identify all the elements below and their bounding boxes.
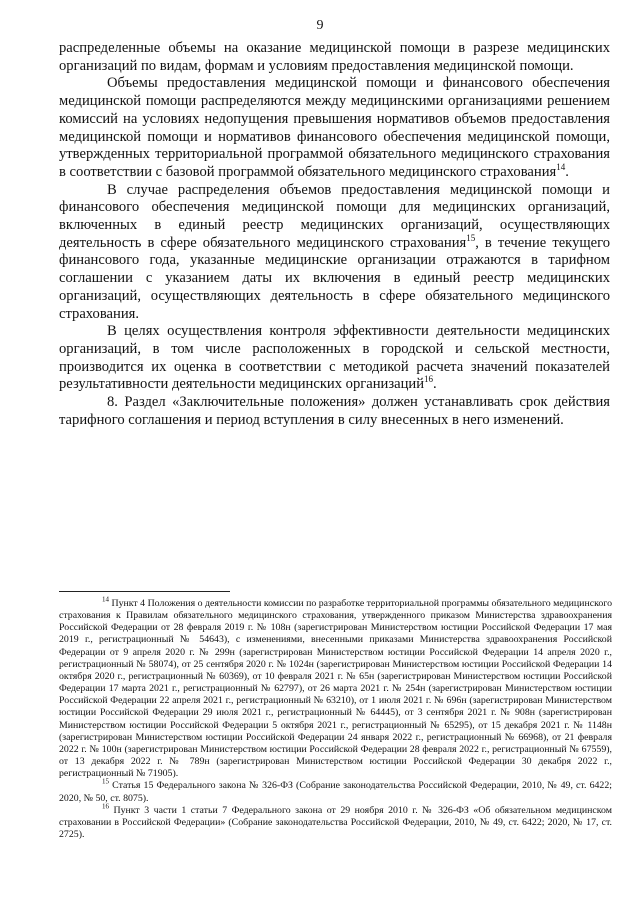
paragraph-text: распределенные объемы на оказание медицинской помощи в разрезе медицинских организаций по видам, формам и условиям предоставления медицинской помощи. bbox=[59, 40, 610, 74]
footnote-mark: 14 bbox=[102, 595, 109, 604]
footnote-ref-14[interactable]: 14 bbox=[556, 162, 566, 173]
footnote-text: Статья 15 Федерального закона № 326-ФЗ (Собрание законодательства Российской Федерации, 2010, № 49, ст. 6422; 2020, № 50, ст. 8075). bbox=[59, 780, 612, 804]
paragraph-registry-case bbox=[59, 182, 610, 324]
footnote-text: Пункт 4 Положения о деятельности комиссии по разработке территориальной программы обязательного медицинского страхования к Правилам обязательного медицинского страхования, утвержденного приказом Министерства здравоохранения Российской Федерации от 28 февраля 2019 г. № 108н (зарегистрирован Министерством юстиции Российской Федерации 17 мая 2019 г., регистрационный № 54643), с изменениями, внесенными приказами Министерства здравоохранения Российской Федерации от 9 апреля 2020 г. № 299н (зарегистрирован Министерством юстиции Российской Федерации 14 апреля 2020 г., регистрационный № 58074), от 25 сентября 2020 г. № 1024н (зарегистрирован Министерством юстиции Российской Федерации 14 октября 2020 г., регистрационный № 60369), от 10 февраля 2021 г. № 65н (зарегистрирован Министерством юстиции Российской Федерации 17 марта 2021 г., регистрационный № 62797), от 26 марта 2021 г. № 254н (зарегистрирован Министерством юстиции Российской Федерации 22 апреля 2021 г., регистрационный № 63210), от 1 июля 2021 г. № 696н (зарегистрирован Министерством юстиции Российской Федерации 29 июля 2021 г., регистрационный № 64445), от 3 сентября 2021 г. № 908н (зарегистрирован Министерством юстиции Российской Федерации 5 октября 2021 г., регистрационный № 65295), от 15 декабря 2021 г. № 1148н (зарегистрирован Министерством юстиции Российской Федерации 24 января 2022 г., регистрационный № 66968), от 21 февраля 2022 г. № 100н (зарегистрирован Министерством юстиции Российской Федерации 28 февраля 2022 г., регистрационный № 67559), от 13 декабря 2022 г. № 789н (зарегистрирован Министерством юстиции Российской Федерации 30 декабря 2022 г., регистрационный № 71905). bbox=[59, 598, 612, 780]
paragraph-text: 8. Раздел «Заключительные положения» должен устанавливать срок действия тарифного соглашения и период вступления в силу внесенных в него изменений. bbox=[59, 394, 610, 428]
footnote-text: Пункт 3 части 1 статьи 7 Федерального закона от 29 ноября 2010 г. № 326-ФЗ «Об обязательном медицинском страховании в Российской Федерации» (Собрание законодательства Российской Федерации, 2010, № 49, ст. 6422; 2020, № 17, ст. 2725). bbox=[59, 804, 612, 840]
paragraph-tail: . bbox=[433, 376, 437, 393]
paragraph-text: В целях осуществления контроля эффективности деятельности медицинских организаций, в том числе расположенных в городской и сельской местности, производится их оценка в соответствии с методикой расчета значений показателей результативности деятельности медицинских организаций bbox=[59, 323, 610, 393]
paragraph-efficiency-control bbox=[59, 323, 610, 394]
paragraph-continuation bbox=[59, 40, 610, 75]
footnotes bbox=[59, 595, 612, 841]
footnote-mark: 15 bbox=[102, 778, 109, 787]
footnote-ref-15[interactable]: 15 bbox=[466, 232, 476, 243]
paragraph-text: В случае распределения объемов предоставления медицинской помощи и финансового обеспечения медицинской помощи для медицинских организаций, включенных в единый реестр медицинских организаций, осуществляющих деятельность в сфере обязательного медицинского страхования bbox=[59, 181, 610, 251]
footnote-15 bbox=[59, 780, 612, 804]
paragraph-volumes-distribution bbox=[59, 75, 610, 181]
footnote-16 bbox=[59, 802, 612, 841]
paragraph-final-provisions bbox=[59, 394, 610, 429]
page-number: 9 bbox=[316, 18, 324, 33]
paragraph-tail: . bbox=[565, 163, 569, 180]
paragraph-text: Объемы предоставления медицинской помощи и финансового обеспечения медицинской помощи распределяются между медицинскими организациями решением комиссий на условиях недопущения превышения нормативов объемов предоставления медицинской помощи и нормативов финансового обеспечения медицинской помощи, утвержденных территориальной программой обязательного медицинского страхования в соответствии с базовой программой обязательного медицинского страхования bbox=[59, 75, 610, 180]
footnote-mark: 16 bbox=[102, 802, 109, 811]
footnote-ref-16[interactable]: 16 bbox=[424, 374, 434, 385]
footnote-14 bbox=[59, 595, 612, 780]
document-body bbox=[59, 40, 610, 429]
footnote-divider bbox=[59, 591, 230, 592]
paragraph-text-continued: , в течение текущего финансового года, указанные медицинские организации отражаются в тарифном соглашении с указанием даты их включения в единый реестр медицинских организаций, осуществляющих деятельность в сфере обязательного медицинского страхования. bbox=[59, 234, 610, 322]
